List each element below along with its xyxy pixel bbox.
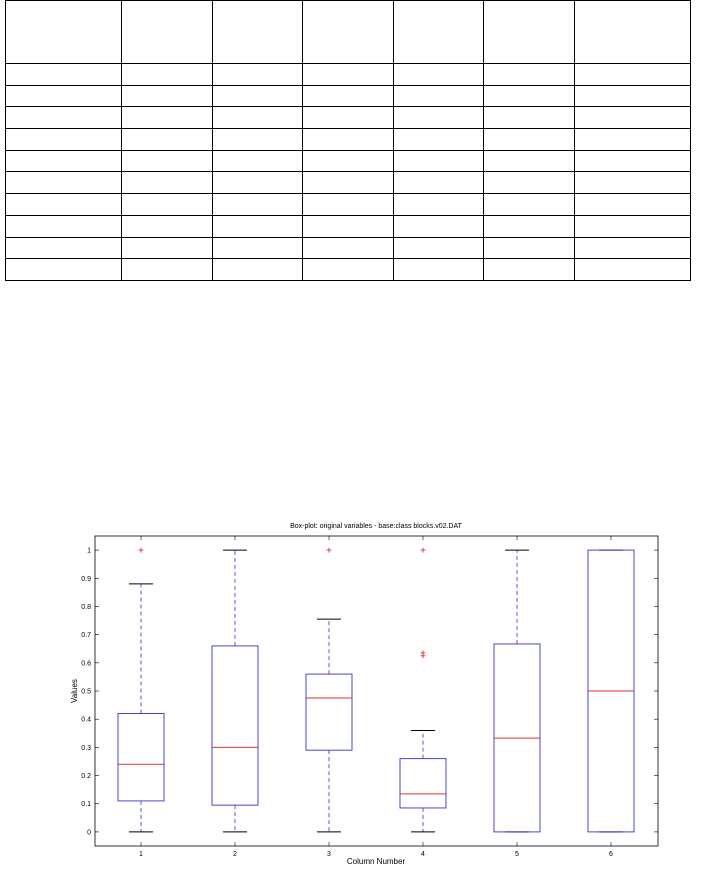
table-cell (6, 85, 122, 107)
table-cell (394, 64, 484, 86)
table-cell (213, 194, 303, 216)
table-cell (6, 129, 122, 151)
table-cell (575, 172, 691, 194)
table-cell (575, 237, 691, 259)
table-cell (394, 194, 484, 216)
table-cell (575, 129, 691, 151)
table-cell (6, 150, 122, 172)
table-cell (575, 194, 691, 216)
table-cell (394, 107, 484, 129)
x-tick-label: 4 (421, 851, 425, 858)
table-cell (303, 215, 394, 237)
table-cell (303, 129, 394, 151)
y-tick-label: 0.9 (81, 575, 91, 583)
table-cell (213, 129, 303, 151)
y-tick-label: 0.5 (81, 688, 91, 696)
table-cell (394, 172, 484, 194)
table-cell (213, 215, 303, 237)
table-row (6, 150, 691, 172)
table-cell (122, 107, 213, 129)
table-cell (394, 1, 484, 64)
y-tick-label: 0.2 (81, 773, 91, 781)
x-tick-label: 2 (233, 851, 237, 858)
table-cell (394, 85, 484, 107)
x-tick-label: 3 (327, 851, 331, 858)
table-cell (6, 64, 122, 86)
table-cell (303, 237, 394, 259)
table-cell (6, 215, 122, 237)
table-row (6, 85, 691, 107)
x-axis-label: Column Number (346, 857, 406, 866)
x-tick-label: 1 (139, 851, 143, 858)
table-cell (122, 259, 213, 281)
table-cell (213, 259, 303, 281)
y-axis-label: Values (70, 679, 79, 703)
table-cell (484, 150, 575, 172)
table-header-row (6, 1, 691, 64)
table-cell (394, 129, 484, 151)
table-cell (122, 1, 213, 64)
table-cell (484, 259, 575, 281)
table-cell (6, 237, 122, 259)
table-cell (303, 194, 394, 216)
table-cell (213, 85, 303, 107)
table-cell (484, 107, 575, 129)
table-cell (6, 259, 122, 281)
table-cell (6, 172, 122, 194)
table-row (6, 194, 691, 216)
table-cell (303, 85, 394, 107)
table-cell (6, 194, 122, 216)
table-cell (122, 129, 213, 151)
table-row (6, 237, 691, 259)
table-cell (394, 237, 484, 259)
table-cell (213, 237, 303, 259)
table-row (6, 107, 691, 129)
y-tick-label: 0 (87, 829, 91, 837)
table-cell (575, 85, 691, 107)
table-row (6, 259, 691, 281)
table-cell (213, 64, 303, 86)
table-cell (303, 1, 394, 64)
table-cell (6, 107, 122, 129)
table-cell (394, 215, 484, 237)
table-cell (122, 64, 213, 86)
boxplot-chart (0, 515, 727, 875)
table-cell (213, 1, 303, 64)
table-cell (122, 194, 213, 216)
table-cell (122, 150, 213, 172)
table-cell (484, 237, 575, 259)
table-row (6, 215, 691, 237)
y-tick-label: 0.7 (81, 632, 91, 640)
table-cell (484, 194, 575, 216)
table-cell (575, 107, 691, 129)
table-cell (484, 172, 575, 194)
table-cell (575, 259, 691, 281)
table-cell (575, 64, 691, 86)
table-row (6, 64, 691, 86)
table-cell (213, 107, 303, 129)
chart-title: Box-plot: original variables - base:class blocks.v02.DAT (290, 523, 462, 530)
x-tick-label: 6 (609, 851, 613, 858)
table-row (6, 172, 691, 194)
y-tick-label: 0.4 (81, 716, 91, 724)
table-cell (484, 129, 575, 151)
y-tick-label: 0.3 (81, 744, 91, 752)
y-tick-label: 0.6 (81, 660, 91, 668)
x-tick-label: 5 (515, 851, 519, 858)
y-tick-label: 0.8 (81, 603, 91, 611)
table-cell (575, 215, 691, 237)
plot-area-frame (95, 536, 658, 846)
table-cell (394, 150, 484, 172)
table-cell (484, 64, 575, 86)
table-cell (122, 172, 213, 194)
table-cell (6, 1, 122, 64)
table-cell (303, 172, 394, 194)
table-cell (122, 215, 213, 237)
table-cell (303, 150, 394, 172)
table-cell (303, 64, 394, 86)
table-cell (122, 237, 213, 259)
table-cell (484, 85, 575, 107)
table-cell (394, 259, 484, 281)
table-cell (213, 172, 303, 194)
y-tick-label: 0.1 (81, 801, 91, 809)
table-cell (213, 150, 303, 172)
table-cell (575, 150, 691, 172)
table-cell (122, 85, 213, 107)
y-tick-label: 1 (87, 547, 91, 555)
empty-grid-table (5, 0, 691, 281)
table-cell (303, 107, 394, 129)
table-cell (484, 1, 575, 64)
table-cell (303, 259, 394, 281)
table-row (6, 129, 691, 151)
table-cell (484, 215, 575, 237)
table-cell (575, 1, 691, 64)
